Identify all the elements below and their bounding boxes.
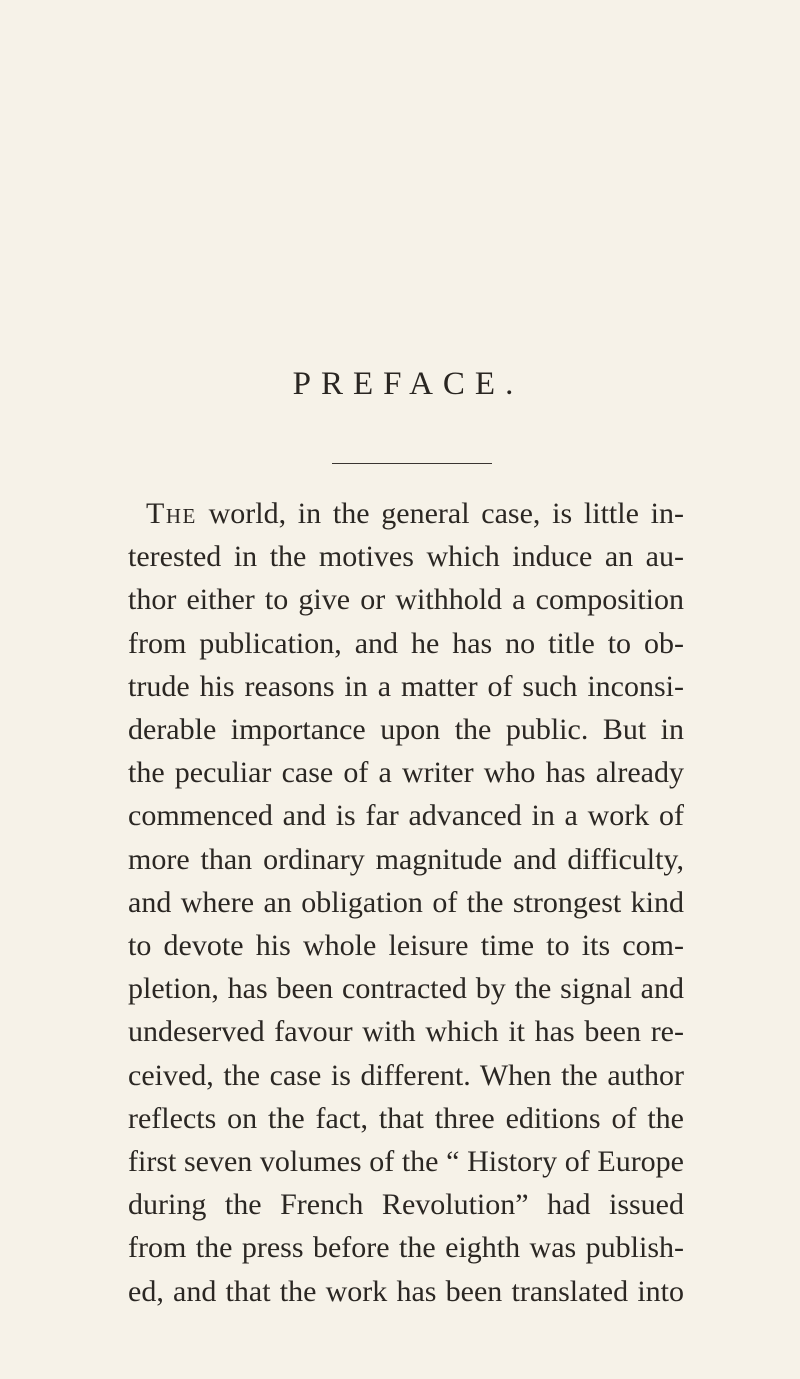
text-line: derable importance upon the public. But in [128, 713, 684, 747]
text-line: more than ordinary magnitude and difficulty, [128, 842, 684, 876]
text-line: ceived, the case is different. When the author [128, 1058, 684, 1092]
text-line: ed, and that the work has been translated into [128, 1274, 684, 1308]
text-line: terested in the motives which induce an au- [128, 540, 684, 574]
text-line-content: world, in the general case, is little in- [196, 497, 684, 530]
preface-body [128, 492, 684, 1313]
text-line: from publication, and he has no title to ob- [128, 626, 684, 660]
text-line: pletion, has been contracted by the signal and [128, 972, 684, 1006]
text-line: the peculiar case of a writer who has already [128, 756, 684, 790]
heading-divider [332, 463, 492, 464]
text-line: thor either to give or withhold a composition [128, 583, 684, 617]
text-line: first seven volumes of the “ History of Europe [128, 1145, 684, 1179]
preface-heading: PREFACE. [292, 366, 524, 402]
text-line: to devote his whole leisure time to its com- [128, 929, 684, 963]
text-line: undeserved favour with which it has been re- [128, 1015, 684, 1049]
opening-word: The [146, 497, 197, 530]
text-line: reflects on the fact, that three editions of the [128, 1101, 684, 1135]
text-line: commenced and is far advanced in a work of [128, 799, 684, 833]
text-line: from the press before the eighth was publish- [128, 1231, 684, 1265]
text-line: and where an obligation of the strongest kind [128, 885, 684, 919]
text-line: trude his reasons in a matter of such inconsi- [128, 669, 684, 703]
text-line [128, 492, 684, 535]
text-line: during the French Revolution” had issued [128, 1188, 684, 1222]
